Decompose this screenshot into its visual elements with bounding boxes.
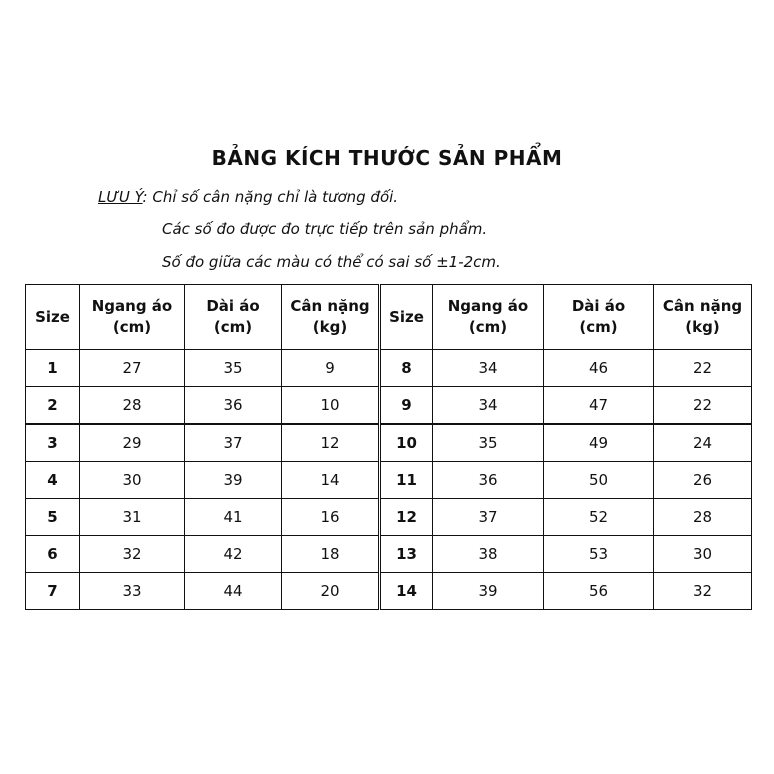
weight-cell: 22 [654, 350, 752, 387]
width-cell: 34 [433, 387, 544, 425]
weight-cell: 9 [282, 350, 380, 387]
length-cell: 41 [185, 499, 282, 536]
weight-cell: 28 [654, 499, 752, 536]
size-cell: 8 [380, 350, 433, 387]
width-cell: 37 [433, 499, 544, 536]
weight-cell: 22 [654, 387, 752, 425]
page-title: BẢNG KÍCH THƯỚC SẢN PHẨM [211, 146, 563, 170]
note-line-1 [98, 188, 398, 206]
table-row [26, 499, 752, 536]
header-weight: Cân nặng (kg) [654, 285, 752, 350]
table-row [26, 350, 752, 387]
size-cell: 12 [380, 499, 433, 536]
note-label: LƯU Ý [98, 188, 143, 206]
weight-cell: 20 [282, 573, 380, 610]
width-cell: 36 [433, 462, 544, 499]
width-cell: 38 [433, 536, 544, 573]
weight-cell: 32 [654, 573, 752, 610]
weight-cell: 12 [282, 424, 380, 462]
table-row [26, 536, 752, 573]
table-row [26, 462, 752, 499]
width-cell: 28 [80, 387, 185, 425]
width-cell: 34 [433, 350, 544, 387]
length-cell: 47 [544, 387, 654, 425]
note-line-2: Các số đo được đo trực tiếp trên sản phẩm. [162, 220, 488, 238]
size-cell: 7 [26, 573, 80, 610]
size-cell: 1 [26, 350, 80, 387]
width-cell: 31 [80, 499, 185, 536]
length-cell: 39 [185, 462, 282, 499]
length-cell: 35 [185, 350, 282, 387]
length-cell: 53 [544, 536, 654, 573]
weight-cell: 30 [654, 536, 752, 573]
header-size: Size [380, 285, 433, 350]
size-cell: 6 [26, 536, 80, 573]
header-length: Dài áo (cm) [544, 285, 654, 350]
note-line-3: Số đo giữa các màu có thể có sai số ±1-2cm. [162, 253, 501, 271]
weight-cell: 16 [282, 499, 380, 536]
size-cell: 9 [380, 387, 433, 425]
weight-cell: 26 [654, 462, 752, 499]
width-cell: 29 [80, 424, 185, 462]
width-cell: 30 [80, 462, 185, 499]
length-cell: 36 [185, 387, 282, 425]
width-cell: 33 [80, 573, 185, 610]
width-cell: 27 [80, 350, 185, 387]
size-chart-table [25, 284, 752, 610]
table-header-row [26, 285, 752, 350]
length-cell: 42 [185, 536, 282, 573]
size-cell: 2 [26, 387, 80, 425]
weight-cell: 24 [654, 424, 752, 462]
size-cell: 11 [380, 462, 433, 499]
size-cell: 10 [380, 424, 433, 462]
header-length: Dài áo (cm) [185, 285, 282, 350]
size-cell: 5 [26, 499, 80, 536]
header-width: Ngang áo (cm) [80, 285, 185, 350]
size-cell: 13 [380, 536, 433, 573]
table-row [26, 573, 752, 610]
header-weight: Cân nặng (kg) [282, 285, 380, 350]
weight-cell: 18 [282, 536, 380, 573]
length-cell: 37 [185, 424, 282, 462]
length-cell: 50 [544, 462, 654, 499]
width-cell: 35 [433, 424, 544, 462]
length-cell: 56 [544, 573, 654, 610]
size-cell: 4 [26, 462, 80, 499]
header-width: Ngang áo (cm) [433, 285, 544, 350]
weight-cell: 10 [282, 387, 380, 425]
length-cell: 46 [544, 350, 654, 387]
header-size: Size [26, 285, 80, 350]
length-cell: 49 [544, 424, 654, 462]
length-cell: 52 [544, 499, 654, 536]
table-row [26, 387, 752, 425]
width-cell: 32 [80, 536, 185, 573]
weight-cell: 14 [282, 462, 380, 499]
note-text-1: : Chỉ số cân nặng chỉ là tương đối. [142, 188, 399, 206]
table-row [26, 424, 752, 462]
size-cell: 3 [26, 424, 80, 462]
length-cell: 44 [185, 573, 282, 610]
size-cell: 14 [380, 573, 433, 610]
width-cell: 39 [433, 573, 544, 610]
